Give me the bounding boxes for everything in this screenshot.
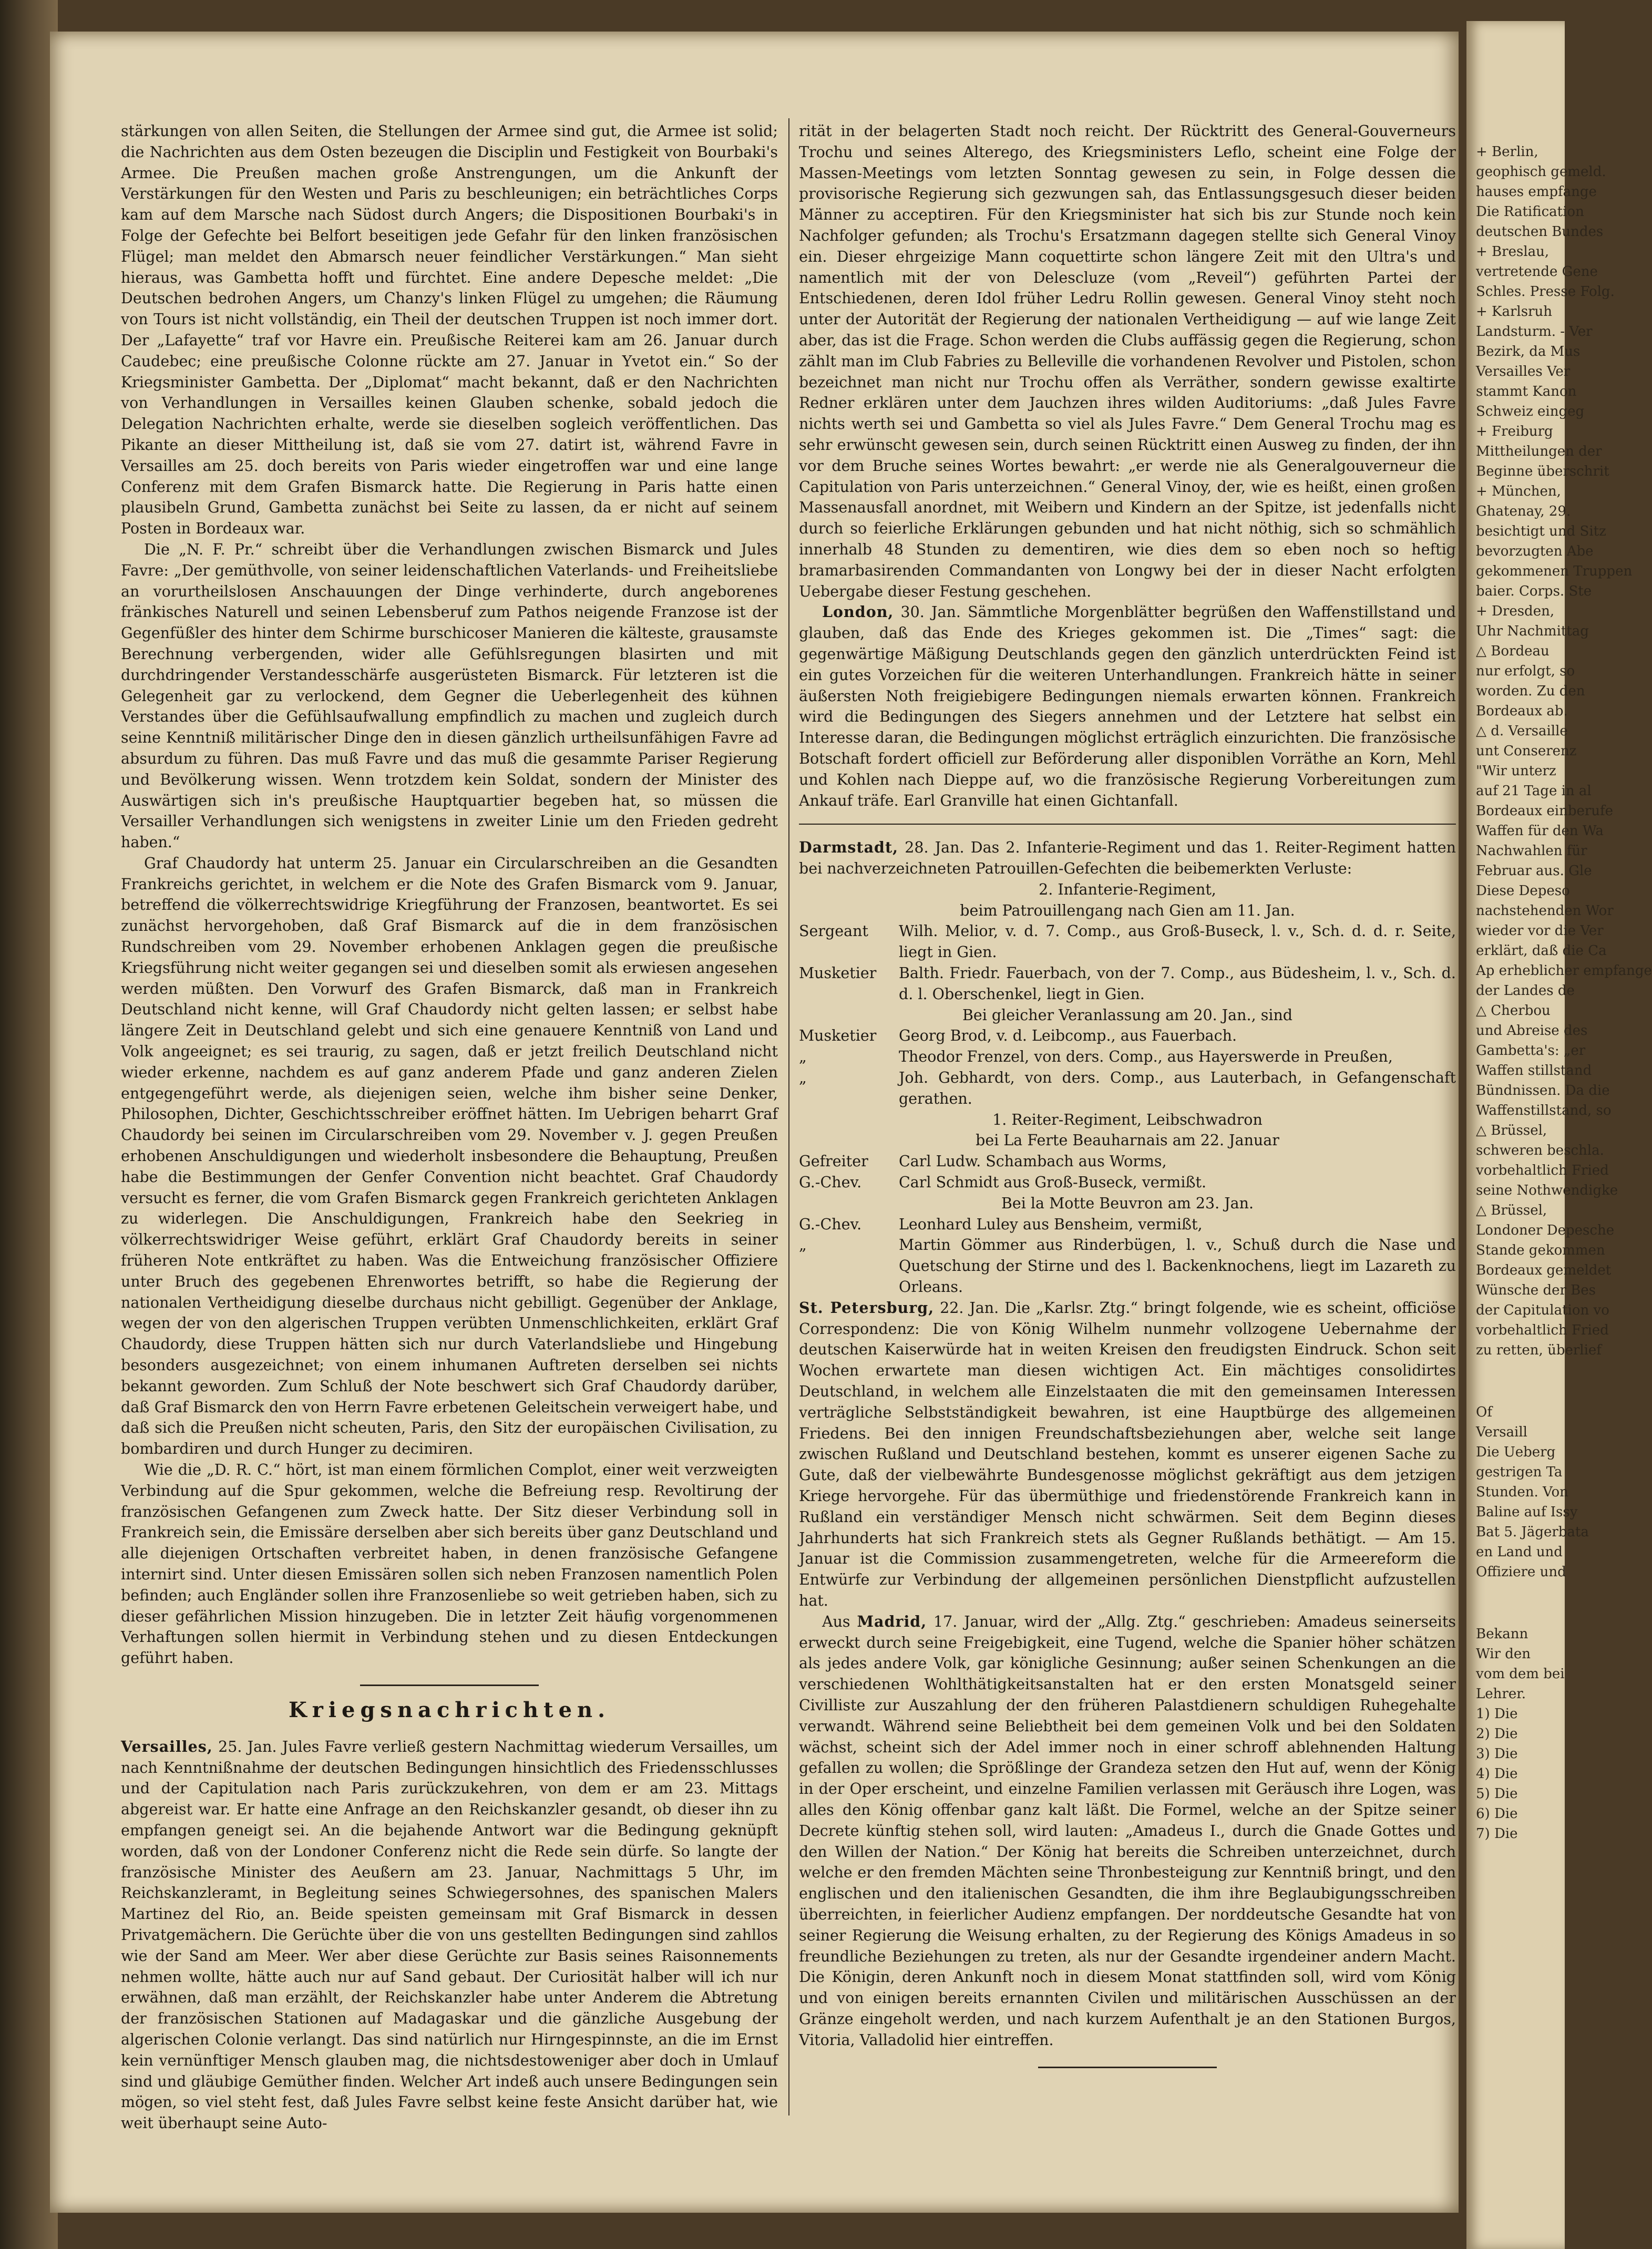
casualty-name: Leonhard Luley aus Bensheim, vermißt,: [899, 1215, 1203, 1233]
casualty-list: [799, 1214, 1456, 1298]
next-page-fragment: Bordeaux ab.: [1476, 703, 1568, 719]
next-page-fragment: bevorzugten Abe: [1476, 543, 1594, 559]
regiment-subheading: bei La Ferte Beauharnais am 22. Januar: [976, 1132, 1279, 1149]
casualty-entry: [799, 1214, 1456, 1235]
casualty-entry: [799, 1172, 1456, 1193]
next-page-fragment: stammt Kanon: [1476, 384, 1577, 399]
casualty-entry: [799, 1067, 1456, 1110]
next-page-fragment: △ Brüssel,: [1476, 1203, 1547, 1218]
regiment-subheading: Bei gleicher Veranlassung am 20. Jan., sind: [962, 1006, 1293, 1024]
next-page-fragment: vorbehaltlich Fried: [1476, 1163, 1609, 1178]
next-page-fragment: Diese Depeso: [1476, 883, 1570, 899]
rank: G.-Chev.: [799, 1174, 862, 1192]
casualty-name: Georg Brod, v. d. Leibcomp., aus Fauerbach.: [899, 1027, 1237, 1045]
regiment-heading: 2. Infanterie-Regiment,: [1039, 880, 1216, 898]
rank: G.-Chev.: [799, 1215, 862, 1233]
next-page-fragment: 3) Die: [1476, 1746, 1518, 1762]
next-page-fragment: Waffenstillstand, so: [1476, 1103, 1612, 1118]
next-page-fragment: unt Conserenz: [1476, 743, 1577, 759]
dateline: London,: [822, 603, 894, 621]
dateline: St. Petersburg,: [799, 1298, 935, 1317]
article-petersburg: [799, 1298, 1456, 1611]
section-divider: [1038, 2067, 1217, 2068]
next-page-fragment: + Freiburg: [1476, 424, 1553, 439]
casualty-list: [799, 1151, 1456, 1193]
next-page-fragment: nur erfolgt, so: [1476, 663, 1575, 679]
next-page-fragment: en Land und: [1476, 1544, 1563, 1560]
section-divider: [360, 1685, 539, 1686]
article-madrid: [799, 1611, 1456, 2051]
rank: „: [799, 1069, 807, 1087]
next-page-fragment: Bordeaux gemeldet: [1476, 1262, 1612, 1278]
next-page-fragment: Versaill: [1476, 1424, 1527, 1440]
article-text: 17. Januar, wird der „Allg. Ztg.“ geschrieben: Amadeus seinerseits erweckt durch seine Freigebigkeit, eine Tugend, welche die Spanier höher schätzen als jedes andere Volk, gar königliche Gesinnung; außer seinen Schenkungen an die verschiedenen Wohlthätigkeitsanstalten hat er den ersten Monatsgeld seiner Civilliste zur Auszahlung der den früheren Palastdienern schuldigen Ruhegehalte verwandt. Während seine Beliebtheit bei dem gemeinen Volk und bei den Soldaten wächst, scheint sich der Adel immer noch in einer schroff ablehnenden Haltung gefallen zu wollen; die Sprößlinge der Grandeza setzen den Hut auf, wenn der König in der Oper erscheint, und einzelne Familien verlassen mit Geräusch ihre Logen, was alles den König offenbar ganz kalt läßt. Die Formel, welche an der Spitze seiner Decrete künftig stehen soll, wird lauten: „Amadeus I., durch die Gnade Gottes und den Willen der Nation.“ Der König hat bereits die Schreiben unterzeichnet, durch welche er den fremden Mächten seine Thronbesteigung zur Kenntniß bringt, und den englischen und den italienischen Gesandten, die ihm ihre Beglaubigungsschreiben überreichten, in feierlicher Audienz empfangen. Der norddeutsche Gesandte hat von seiner Regierung die Weisung erhalten, zu der Regierung des Königs Amadeus in so freundliche Beziehungen zu treten, als nur der Gesandte irgendeiner andern Macht. Die Königin, deren Ankunft noch in diesem Monat stattfinden soll, wird vom König und von einigen bereits ernannten Civilen und militärischen Ausschüssen an der Gränze eingeholt werden, und nach kurzem Aufenthalt je an den Stationen Burgos, Vitoria, Valladolid hier eintreffen.: [799, 1613, 1456, 2049]
next-page-fragment: Waffen für den Wa: [1476, 823, 1604, 839]
regiment-subheading: beim Patrouillengang nach Gien am 11. Jan.: [960, 901, 1295, 919]
next-page-fragment: Ap erheblicher empfange: [1476, 963, 1652, 979]
next-page-fragment: Gambetta's: „er: [1476, 1043, 1586, 1059]
next-page-fragment: △ Cherbou: [1476, 1003, 1551, 1019]
section-heading: Kriegsnachrichten.: [288, 1697, 611, 1722]
next-page-fragment: + München,: [1476, 484, 1561, 499]
next-page-fragment: der Capitulation vo: [1476, 1302, 1609, 1318]
right-column: [799, 121, 1456, 2082]
next-page-fragment: Uhr Nachmittag: [1476, 623, 1589, 639]
casualty-name: Wilh. Melior, v. d. 7. Comp., aus Groß-Buseck, l. v., Sch. d. d. r. Seite, liegt in Gien.: [899, 922, 1456, 961]
next-page-fragment: Stunden. Von: [1476, 1484, 1568, 1500]
next-page-fragment: vorbehaltlich Fried: [1476, 1322, 1609, 1338]
fragment-gap: [1466, 1360, 1565, 1402]
regiment-heading: 1. Reiter-Regiment, Leibschwadron: [992, 1111, 1263, 1128]
next-page-fragment: Wünsche der Bes: [1476, 1282, 1596, 1298]
left-column: [121, 121, 778, 2134]
next-page-fragment: gekommenen Truppen: [1476, 563, 1633, 579]
next-page-fragment: schweren beschla.: [1476, 1143, 1604, 1158]
next-page-fragment: Versailles Ver: [1476, 364, 1571, 379]
article-text: 30. Jan. Sämmtliche Morgenblätter begrüßen den Waffenstillstand und glauben, daß das Ende des Krieges gekommen ist. Die „Times“ sagt: die gegenwärtige Mäßigung Deutschlands gegen den gänzlich unterdrückten Feind ist ein gutes Vorzeichen für die weiteren Unterhandlungen. Frankreich hätte in seiner äußersten Noth freigiebigere Bedingungen niemals erwarten können. Frankreich wird die Bedingungen des Siegers annehmen und der Letztere hat selbst ein Interesse daran, die Bedingungen möglichst erträglich einzurichten. Die französische Botschaft fordert officiell zur Beförderung aller disponiblen Vorräthe an Korn, Mehl und Kohlen nach Dieppe auf, wo die französische Regierung Vorbereitungen zum Ankauf träfe. Earl Granville hat einen Gichtanfall.: [799, 603, 1456, 809]
article-paragraph: stärkungen von allen Seiten, die Stellungen der Armee sind gut, die Armee ist solid; die Nachrichten aus dem Osten bezeugen die Disciplin und Festigkeit von Bourbaki's Armee. Die Preußen machen große Anstrengungen, um die Ankunft der Verstärkungen für den Westen und Paris zu beschleunigen; ein beträchtliches Corps kam auf dem Marsche nach Südost durch Angers; die Dispositionen Bourbaki's in Folge der Gefechte bei Belfort beseitigen jede Gefahr für den linken französischen Flügel; man meldet den Abmarsch neuer feindlicher Verstärkungen.“ Man sieht hieraus, was Gambetta hofft und fürchtet. Eine andere Depesche meldet: „Die Deutschen bedrohen Angers, um Chanzy's linken Flügel zu umgehen; die Räumung von Tours ist nicht vollständig, ein Theil der deutschen Truppen ist noch immer dort. Der „Lafayette“ traf vor Havre ein. Preußische Reiterei kam am 26. Januar durch Caudebec; eine preußische Colonne rückte am 27. Januar in Yvetot ein.“ So der Kriegsminister Gambetta. Der „Diplomat“ macht bekannt, daß er den Nachrichten von Verhandlungen in Versailles keinen Glauben schenke, sobald jedoch die Delegation Nachrichten erhalte, werde sie dieselben sogleich veröffentlichen. Das Pikante an dieser Mittheilung ist, daß sie vom 27. datirt ist, während Favre in Versailles am 25. doch bereits von Paris wieder eingetroffen war und eine lange Conferenz mit dem Grafen Bismarck hatte. Die Regierung in Paris hatte einen plausibeln Grund, Gambetta zunächst bei Seite zu lassen, da er nicht auf seinem Posten in Bordeaux war.: [121, 122, 778, 538]
next-page-fragment: Bordeaux einberufe: [1476, 803, 1614, 819]
next-page-fragment: auf 21 Tage in al: [1476, 783, 1592, 799]
regiment-subheading: Bei la Motte Beuvron am 23. Jan.: [1001, 1194, 1254, 1212]
casualty-name: Carl Ludw. Schambach aus Worms,: [899, 1153, 1167, 1170]
next-page-fragment: Schweiz eingeg: [1476, 404, 1585, 419]
next-page-fragment: Lehrer.: [1476, 1686, 1526, 1702]
casualty-entry: [799, 1046, 1456, 1067]
next-page-fragment: Schles. Presse Folg.: [1476, 284, 1615, 300]
next-page-fragment: + Breslau,: [1476, 244, 1550, 260]
next-page-fragment: Stande gekommen: [1476, 1242, 1605, 1258]
book-spine: [0, 0, 58, 2249]
next-page-fragment: Bezirk, da Mus: [1476, 344, 1581, 360]
article-text: 28. Jan. Das 2. Infanterie-Regiment und das 1. Reiter-Regiment hatten bei nachverzeichneten Patrouillen-Gefechten die beibemerkten Verluste:: [799, 839, 1456, 878]
fragment-gap: [1466, 1582, 1565, 1624]
next-page-fragment: △ Bordeau: [1476, 643, 1550, 659]
next-page-fragment: baier. Corps. Ste: [1476, 583, 1592, 599]
next-page-fragment: zu retten, überlief: [1476, 1342, 1602, 1358]
next-page-fragment: Offiziere und: [1476, 1564, 1566, 1580]
article-paragraph: Die „N. F. Pr.“ schreibt über die Verhandlungen zwischen Bismarck und Jules Favre: „Der gemüthvolle, von seiner leidenschaftlichen Vaterlands- und Freiheitsliebe an vorurtheilslosen Anschauungen der Dinge verhinderte, durch angeborenes fränkisches Naturell und seinen Lebensberuf zum Pathos neigende Franzose ist der Gegenfüßler des hinter dem Schirme burschicoser Manieren die kälteste, grausamste Berechnung verbergenden, wider alle Gefühlsregungen blasirten und mit durchdringender Verstandesschärfe ausgerüsteten Bismarck. Für letzteren ist die Gelegenheit gar zu verlockend, dem Gegner die Ueberlegenheit des kühnen Verstandes über die Gefühlsaufwallung empfindlich zu machen und zugleich durch seine Kenntniß militärischer Dinge den in diesen gänzlich urtheilsunfähigen Favre ad absurdum zu führen. Das muß Favre und das muß die gesammte Pariser Regierung und Bevölkerung wissen. Wenn trotzdem kein Soldat, sondern der Minister des Auswärtigen sich in's preußische Hauptquartier begeben hat, so müssen die Versailler Verhandlungen sich wenigstens in zweiter Linie um den Frieden gedreht haben.“: [121, 540, 778, 851]
next-page-fragment: besichtigt und Sitz: [1476, 523, 1606, 539]
casualty-entry: [799, 1025, 1456, 1046]
article-versailles: [121, 1737, 778, 2134]
casualty-entry: [799, 921, 1456, 963]
next-page-fragment: + Karlsruh: [1476, 304, 1552, 320]
rank: Gefreiter: [799, 1153, 868, 1170]
next-page-fragment: Februar aus. Gle: [1476, 863, 1592, 879]
next-page-fragment: Mittheilungen der: [1476, 444, 1602, 459]
rank: „: [799, 1048, 807, 1066]
rank: „: [799, 1236, 807, 1254]
next-page-fragment: Bündnissen. Da die: [1476, 1083, 1610, 1098]
next-page-fragment: vertretende Gene: [1476, 264, 1598, 280]
column-divider: [788, 118, 789, 2116]
casualty-name: Theodor Frenzel, von ders. Comp., aus Hayerswerde in Preußen,: [899, 1048, 1393, 1066]
next-page-fragment: Beginne überschrit: [1476, 464, 1609, 479]
next-page-fragment: geophisch gemeld.: [1476, 164, 1606, 180]
article-text: 25. Jan. Jules Favre verließ gestern Nachmittag wiederum Versailles, um nach Kenntnißnahme der deutschen Bedingungen hinsichtlich des Friedensschlusses und der Capitulation nach Paris zurückzukehren, von dem er am 23. Mittags abgereist war. Er hatte eine Anfrage an den Reichskanzler gesandt, ob dieser ihn zu empfangen geneigt sei. An die bejahende Antwort war die Bedingung geknüpft worden, daß von der Londoner Conferenz nicht die Rede sein dürfe. So langte der französische Minister des Aeußern am 23. Januar, Nachmittags 5 Uhr, im Reichskanzleramt, in Begleitung seines Schwiegersohnes, des spanischen Malers Martinez del Rio, an. Beide speisten gemeinsam mit Graf Bismarck in dessen Privatgemächern. Die Gerüchte über die von uns gestellten Bedingungen sind zahllos wie der Sand am Meer. Wer aber diese Gerüchte zur Basis seines Raisonnements nehmen wollte, hätte auch nur auf Sand gebaut. Der Curiosität halber will ich nur erwähnen, daß man erzählt, der Reichskanzler habe unter Anderem die Abtretung der französischen Stationen auf Madagaskar und die gänzliche Ausgebung der algerischen Colonie verlangt. Das sind natürlich nur Hirngespinnste, an die im Ernst kein vernünftiger Mensch glauben mag, die nichtsdestoweniger aber doch in Umlauf sind und gläubige Gemüther finden. Welcher Art indeß auch unsere Bedingungen sein mögen, so viel steht fest, daß Jules Favre selbst keine feste Ansicht darüber hat, wie weit überhaupt seine Auto-: [121, 1738, 778, 2132]
next-page-fragment: 6) Die: [1476, 1806, 1518, 1822]
next-page-edge: [1466, 21, 1652, 2249]
dateline: Darmstadt,: [799, 838, 899, 857]
next-page-fragment: + Berlin,: [1476, 144, 1538, 160]
next-page-fragment: Die Ratification: [1476, 204, 1584, 220]
article-darmstadt: [799, 837, 1456, 879]
next-page-fragment: deutschen Bundes: [1476, 224, 1604, 240]
casualty-name: Carl Schmidt aus Groß-Buseck, vermißt.: [899, 1174, 1207, 1192]
next-page-fragment: und Abreise des: [1476, 1023, 1588, 1039]
next-page-fragment: worden. Zu den: [1476, 683, 1585, 699]
article-paragraph: Wie die „D. R. C.“ hört, ist man einem förmlichen Complot, einer weit verzweigten Verbindung auf die Spur gekommen, welche die Befreiung resp. Revoltirung der französischen Gefangenen zum Zweck hatte. Der Sitz dieser Verbindung soll in Frankreich sein, die Emissäre derselben aber sich bereits über ganz Deutschland und alle diejenigen Ortschaften verbreitet haben, in denen französische Gefangene internirt sind. Unter diesen Emissären sollen sich neben Franzosen namentlich Polen befinden; auch Engländer sollen ihre Franzosenliebe so weit getrieben haben, sich zu dieser gefährlichen Mission hinzugeben. Die in letzter Zeit häufig vorgenommenen Verhaftungen sollen hiermit in Verbindung stehen und zu diesen Entdeckungen geführt haben.: [121, 1461, 778, 1667]
next-page-fragment: 7) Die: [1476, 1826, 1518, 1842]
article-text: Aus: [822, 1613, 857, 1630]
casualty-name: Joh. Gebhardt, von ders. Comp., aus Lauterbach, in Gefangenschaft gerathen.: [899, 1069, 1456, 1107]
next-page-fragment: Wir den: [1476, 1646, 1531, 1662]
next-page-fragment: "Wir unterz: [1476, 763, 1556, 779]
next-page-fragment: hauses empfange: [1476, 184, 1597, 200]
next-page-fragment: 1) Die: [1476, 1706, 1518, 1722]
next-page-fragment: Baline auf Issy: [1476, 1504, 1578, 1520]
casualty-entry: [799, 1151, 1456, 1172]
next-page-fragment: Die Ueberg: [1476, 1444, 1556, 1460]
next-page-fragment: nachstehenden Wor: [1476, 903, 1614, 919]
article-london: [799, 602, 1456, 811]
next-page-fragment: 2) Die: [1476, 1726, 1518, 1742]
casualty-entry: [799, 963, 1456, 1005]
next-page-fragment: vom dem bei: [1476, 1666, 1565, 1682]
next-page-fragment: gestrigen Ta: [1476, 1464, 1563, 1480]
dateline: Madrid,: [857, 1612, 927, 1630]
next-page-fragment: △ Brüssel,: [1476, 1123, 1547, 1138]
next-page-fragment: Nachwahlen für: [1476, 843, 1587, 859]
next-page-fragment: 5) Die: [1476, 1786, 1518, 1802]
next-page-fragment: seine Nothwendigke: [1476, 1183, 1618, 1198]
rank: Musketier: [799, 964, 877, 982]
casualty-entry: [799, 1235, 1456, 1297]
rank: Sergeant: [799, 922, 868, 940]
next-page-fragment: + Dresden,: [1476, 603, 1555, 619]
next-page-fragment: erklärt, daß die Ca: [1476, 943, 1607, 959]
section-divider: [799, 824, 1456, 825]
next-page-fragment: Landsturm. - Ver: [1476, 324, 1593, 340]
next-page-fragment: Bat 5. Jägerbata: [1476, 1524, 1589, 1540]
next-page-fragment: 4) Die: [1476, 1766, 1518, 1782]
article-paragraph: Graf Chaudordy hat unterm 25. Januar ein Circularschreiben an die Gesandten Frankreichs gerichtet, in welchem er die Note des Grafen Bismarck vom 9. Januar, betreffend die völkerrechtswidrige Kriegführung der Franzosen, beantwortet. Es sei zunächst hervorgehoben, daß Graf Bismarck auf die in dem französischen Rundschreiben vom 29. November erhobenen Anklagen gegen die preußische Kriegsführung nicht weiter gegangen sei und dieselben somit als erwiesen angesehen werden müßten. Den Vorwurf des Grafen Bismarck, daß man in Frankreich Deutschland nicht kenne, will Graf Chaudordy nicht gelten lassen; er selbst habe längere Zeit in Deutschland gelebt und sich eine genauere Kenntniß von Land und Volk angeeignet; es sei traurig, zu sagen, daß er jetzt freilich Deutschland nicht wieder erkenne, nachdem es auf ganz anderem Pfade und ganz anderen Zielen entgegengeführt werde, als diejenigen seien, welche ihm bisher seine Denker, Philosophen, Dichter, Geschichtsschreiber eröffnet hätten. Im Uebrigen beharrt Graf Chaudordy bei seinen im Circularschreiben vom 29. November v. J. gegen Preußen erhobenen Anschuldigungen und wiederholt insbesondere die Behauptung, Preußen habe die Bestimmungen der Genfer Convention nicht beachtet. Graf Chaudordy versucht es ferner, die vom Grafen Bismarck gegen Frankreich gerichteten Anklagen zu widerlegen. Die Anschuldigungen, Frankreich habe den Seekrieg in völkerrechtswidriger Weise geführt, erklärt Graf Chaudordy bereits in seiner früheren Note entkräftet zu haben. Was die Entweichung französischer Offiziere unter Bruch des gegebenen Ehrenwortes betrifft, so habe die Regierung der nationalen Vertheidigung dieselbe durchaus nicht gebilligt. Gegenüber der Anklage, wegen der von den algerischen Truppen verübten Unmenschlichkeiten, erklärt Graf Chaudordy, diese Truppen hätten sich nur durch Vaterlandsliebe und Hingebung besonders ausgezeichnet; von einem inhumanen Auftreten derselben sei nichts bekannt geworden. Zum Schluß der Note beschwert sich Graf Chaudordy darüber, daß Graf Bismarck den von Herrn Favre erbetenen Geleitschein verweigert habe, und daß sich die Preußen nicht scheuten, Paris, den Sitz der europäischen Civilisation, zu bombardiren und durch Hunger zu decimiren.: [121, 854, 778, 1458]
next-page-fragment: Bekann: [1476, 1626, 1528, 1642]
next-page-fragment: Waffen stillstand: [1476, 1063, 1592, 1079]
next-page-fragment: Londoner Depesche: [1476, 1223, 1615, 1238]
next-page-fragment: △ d. Versaille: [1476, 723, 1568, 739]
casualty-name: Balth. Friedr. Fauerbach, von der 7. Comp., aus Büdesheim, l. v., Sch. d. d. l. Oberschenkel, liegt in Gien.: [899, 964, 1456, 1003]
next-page-fragment: der Landes de: [1476, 983, 1575, 999]
next-page-fragment: Ghatenay, 29.: [1476, 504, 1571, 519]
casualty-list: [799, 921, 1456, 1004]
casualty-name: Martin Gömmer aus Rinderbügen, l. v., Schuß durch die Nase und Quetschung der Stirne und des l. Backenknochens, liegt im Lazareth zu Orleans.: [899, 1236, 1456, 1296]
next-page-fragment: Of: [1476, 1404, 1492, 1420]
article-text: 22. Jan. Die „Karlsr. Ztg.“ bringt folgende, wie es scheint, officiöse Correspondenz: Die von König Wilhelm nunmehr vollzogene Uebernahme der deutschen Kaiserwürde hat in weiten Kreisen den freudigsten Eindruck. Schon seit Wochen erwartete man diesen wichtigen Act. Ein mächtiges consolidirtes Deutschland, in welchem alle Einzelstaaten die mit den gemeinsamen Interessen verträgliche Selbstständigkeit bewahren, ist eine Hauptbürge des allgemeinen Friedens. Bei den innigen Freundschaftsbeziehungen aber, welche seit lange zwischen Rußland und Deutschland bestehen, kommt es unserer eigenen Sache zu Gute, daß der vielbewährte Bundesgenosse möglichst gekräftigt aus dem jetzigen Kriege hervorgehe. Für das übermüthige und friedenstörende Frankreich kann in Rußland ein verständiger Mensch nicht schwärmen. Seit dem Beginn dieses Jahrhunderts hat sich Frankreich stets als Gegner Rußlands bethätigt. — Am 15. Januar ist die Commission zusammengetreten, welche für die Armeereform die Entwürfe zur Verbindung der allgemeinen persönlichen Dienstpflicht aufzustellen hat.: [799, 1299, 1456, 1609]
article-paragraph: rität in der belagerten Stadt noch reicht. Der Rücktritt des General-Gouverneurs Trochu und seines Alterego, des Kriegsministers Leflo, scheint eine Folge der Massen-Meetings vom letzten Sonntag gewesen zu sein, in Folge dessen die provisorische Regierung sich gezwungen sah, das Entlassungsgesuch dieser beiden Männer zu acceptiren. Für den Kriegsminister hat sich bis zur Stunde noch kein Nachfolger gefunden; als Trochu's Ersatzmann dagegen stellte sich General Vinoy ein. Dieser ehrgeizige Mann coquettirte schon längere Zeit mit den Ultra's und namentlich mit der von Delescluze (vom „Reveil“) geführten Partei der Entschiedenen, deren Idol früher Ledru Rollin gewesen. General Vinoy steht noch unter der Autorität der Regierung der nationalen Vertheidigung — auf wie lange Zeit aber, das ist die Frage. Schon werden die Clubs auffässig gegen die Regierung, schon zählt man im Club Fabries zu Belleville die vorhandenen Revolver und Pistolen, schon bezeichnet man nicht nur Trochu offen als Verräther, sondern gewisse exaltirte Redner erklären unter dem Jauchzen ihres wilden Auditoriums: „daß Jules Favre nichts werth sei und Gambetta so viel als Jules Favre.“ Dem General Trochu mag es sehr erwünscht gewesen sein, durch seinen Rücktritt einen Ausweg zu finden, der ihn vor dem Bruche seines Wortes bewahrt: „er werde nie als Generalgouverneur die Capitulation von Paris unterzeichnen.“ General Vinoy, der, wie es heißt, einen großen Massenausfall anordnet, mit Weibern und Kindern an der Spitze, ist jedenfalls nicht durch so feierliche Erklärungen gebunden und hat nicht nöthig, sich so schmählich innerhalb 48 Stunden zu dementiren, wie dies dem so eben noch so heftig bramarbasirenden Commandanten von Longwy bei der in dieser Nacht erfolgten Uebergabe dieser Festung geschehen.: [799, 122, 1456, 600]
dateline: Versailles,: [121, 1737, 213, 1755]
rank: Musketier: [799, 1027, 877, 1045]
casualty-list: [799, 1025, 1456, 1109]
next-page-fragment: wieder vor die Ver: [1476, 923, 1604, 939]
